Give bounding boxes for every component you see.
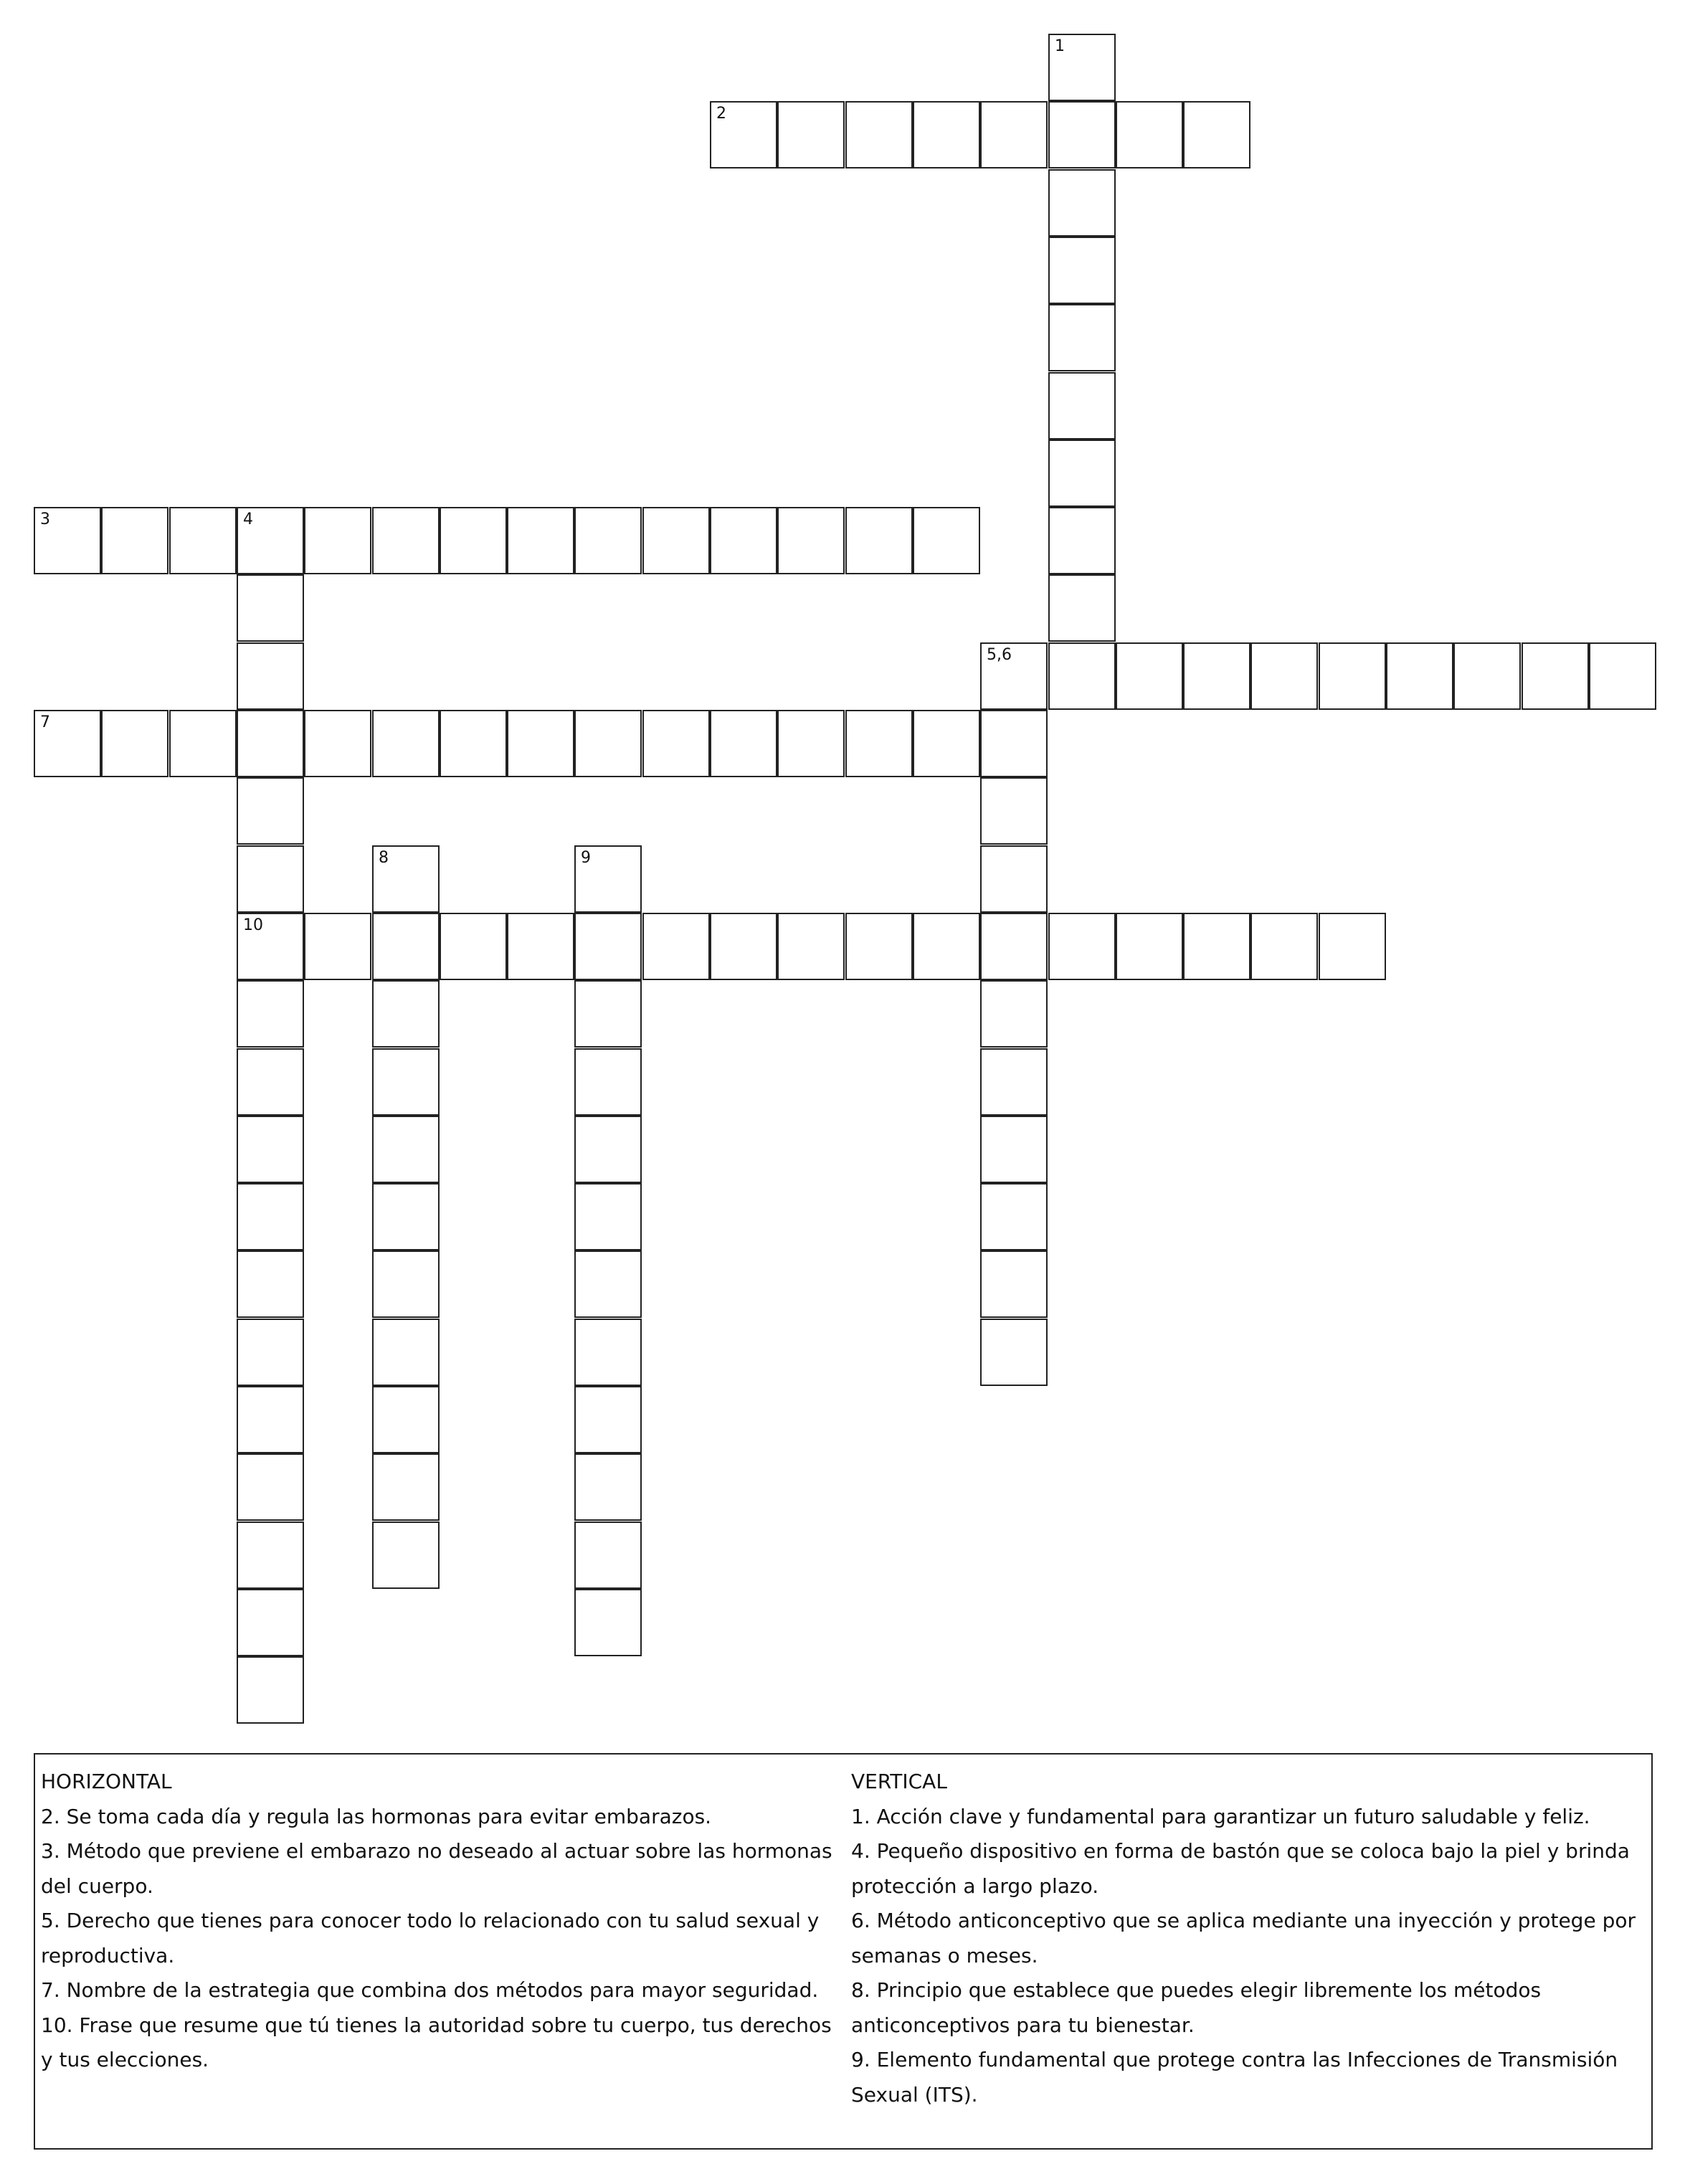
grid-cell[interactable]	[1048, 372, 1116, 440]
clue-number: 8	[379, 849, 389, 867]
grid-cell[interactable]	[1183, 913, 1250, 980]
grid-cell[interactable]	[101, 507, 168, 574]
grid-cell[interactable]	[574, 1319, 642, 1386]
grid-cell[interactable]	[710, 710, 777, 777]
grid-cell[interactable]	[372, 1116, 440, 1183]
grid-cell[interactable]	[1048, 101, 1116, 168]
grid-cell[interactable]	[845, 507, 913, 574]
grid-cell[interactable]	[101, 710, 168, 777]
grid-cell[interactable]	[237, 1589, 304, 1656]
grid-cell[interactable]	[913, 507, 980, 574]
grid-cell[interactable]	[1048, 642, 1116, 710]
grid-cell[interactable]	[1048, 304, 1116, 371]
horizontal-clues	[41, 1765, 837, 2078]
grid-cell[interactable]	[1116, 642, 1183, 710]
grid-cell[interactable]	[980, 710, 1048, 777]
grid-cell[interactable]	[980, 1116, 1048, 1183]
horizontal-title: HORIZONTAL	[41, 1770, 172, 1793]
grid-cell[interactable]	[777, 913, 845, 980]
clue-number: 2	[716, 105, 726, 123]
grid-cell[interactable]	[237, 1453, 304, 1521]
clue-number: 3	[40, 511, 50, 528]
clue-number: 7	[40, 713, 50, 731]
grid-cell[interactable]	[1250, 913, 1318, 980]
grid-cell[interactable]	[372, 1319, 440, 1386]
grid-cell[interactable]	[574, 1521, 642, 1589]
grid-cell[interactable]	[1048, 574, 1116, 642]
grid-cell[interactable]	[237, 845, 304, 913]
grid-cell[interactable]	[1183, 101, 1250, 168]
grid-cell[interactable]	[440, 913, 507, 980]
grid-cell[interactable]	[304, 710, 371, 777]
grid-cell[interactable]	[1116, 913, 1183, 980]
grid-cell[interactable]	[980, 642, 1048, 710]
grid-cell[interactable]	[237, 1656, 304, 1724]
grid-cell[interactable]	[34, 507, 101, 574]
grid-cell[interactable]	[777, 507, 845, 574]
grid-cell[interactable]	[710, 507, 777, 574]
grid-cell[interactable]	[777, 101, 845, 168]
grid-cell[interactable]	[845, 913, 913, 980]
grid-cell[interactable]	[507, 710, 574, 777]
grid-cell[interactable]	[980, 1183, 1048, 1250]
grid-cell[interactable]	[304, 913, 371, 980]
grid-cell[interactable]	[1386, 642, 1453, 710]
grid-cell[interactable]	[710, 101, 777, 168]
grid-cell[interactable]	[1319, 913, 1386, 980]
grid-cell[interactable]	[980, 777, 1048, 845]
grid-cell[interactable]	[845, 710, 913, 777]
grid-cell[interactable]	[507, 507, 574, 574]
grid-cell[interactable]	[372, 845, 440, 913]
grid-cell[interactable]	[1048, 237, 1116, 304]
grid-cell[interactable]	[574, 913, 642, 980]
grid-cell[interactable]	[372, 1386, 440, 1453]
grid-cell[interactable]	[1589, 642, 1656, 710]
grid-cell[interactable]	[574, 1116, 642, 1183]
grid-cell[interactable]	[642, 913, 710, 980]
grid-cell[interactable]	[980, 980, 1048, 1048]
vertical-clues	[851, 1765, 1647, 2112]
grid-cell[interactable]	[169, 710, 237, 777]
grid-cell[interactable]	[237, 1048, 304, 1116]
vertical-clue: 8. Principio que establece que puedes elegir libremente los métodos anticonceptivos para tu bienestar.	[851, 1978, 1542, 2037]
grid-cell[interactable]	[980, 913, 1048, 980]
grid-cell[interactable]	[845, 101, 913, 168]
grid-cell[interactable]	[372, 710, 440, 777]
grid-cell[interactable]	[237, 1521, 304, 1589]
horizontal-clue: 5. Derecho que tienes para conocer todo lo relacionado con tu salud sexual y reproductiva.	[41, 1909, 820, 1967]
grid-cell[interactable]	[237, 1250, 304, 1318]
clue-number: 9	[581, 849, 591, 867]
grid-cell[interactable]	[574, 980, 642, 1048]
grid-cell[interactable]	[642, 507, 710, 574]
horizontal-clue: 3. Método que previene el embarazo no deseado al actuar sobre las hormonas del cuerpo.	[41, 1839, 832, 1898]
grid-cell[interactable]	[237, 642, 304, 710]
vertical-clue: 1. Acción clave y fundamental para garantizar un futuro saludable y feliz.	[851, 1804, 1590, 1828]
horizontal-clue: 2. Se toma cada día y regula las hormonas para evitar embarazos.	[41, 1804, 712, 1828]
grid-cell[interactable]	[913, 710, 980, 777]
grid-cell[interactable]	[372, 507, 440, 574]
grid-cell[interactable]	[237, 574, 304, 642]
vertical-clue: 6. Método anticonceptivo que se aplica mediante una inyección y protege por semanas o meses.	[851, 1909, 1636, 1967]
grid-cell[interactable]	[913, 101, 980, 168]
grid-cell[interactable]	[913, 913, 980, 980]
clue-number: 5,6	[987, 646, 1012, 664]
grid-cell[interactable]	[372, 1453, 440, 1521]
grid-cell[interactable]	[574, 507, 642, 574]
grid-cell[interactable]	[1453, 642, 1521, 710]
grid-cell[interactable]	[1048, 507, 1116, 574]
clues-box	[34, 1753, 1653, 2150]
grid-cell[interactable]	[1048, 34, 1116, 101]
vertical-clue: 9. Elemento fundamental que protege contra las Infecciones de Transmisión Sexual (ITS).	[851, 2048, 1618, 2107]
grid-cell[interactable]	[169, 507, 237, 574]
grid-cell[interactable]	[574, 1453, 642, 1521]
grid-cell[interactable]	[1048, 440, 1116, 507]
grid-cell[interactable]	[980, 1250, 1048, 1318]
grid-cell[interactable]	[237, 980, 304, 1048]
vertical-title: VERTICAL	[851, 1770, 947, 1793]
grid-cell[interactable]	[1048, 169, 1116, 237]
vertical-clue: 4. Pequeño dispositivo en forma de bastón que se coloca bajo la piel y brinda protección a largo plazo.	[851, 1839, 1630, 1898]
grid-cell[interactable]	[980, 845, 1048, 913]
grid-cell[interactable]	[372, 1048, 440, 1116]
grid-cell[interactable]	[574, 1183, 642, 1250]
grid-cell[interactable]	[372, 980, 440, 1048]
grid-cell[interactable]	[372, 1250, 440, 1318]
grid-cell[interactable]	[980, 1319, 1048, 1386]
grid-cell[interactable]	[237, 507, 304, 574]
grid-cell[interactable]	[980, 101, 1048, 168]
horizontal-clue: 7. Nombre de la estrategia que combina dos métodos para mayor seguridad.	[41, 1978, 819, 2002]
grid-cell[interactable]	[777, 710, 845, 777]
grid-cell[interactable]	[1183, 642, 1250, 710]
grid-cell[interactable]	[237, 1319, 304, 1386]
grid-cell[interactable]	[1522, 642, 1589, 710]
grid-cell[interactable]	[574, 1250, 642, 1318]
grid-cell[interactable]	[440, 710, 507, 777]
grid-cell[interactable]	[574, 710, 642, 777]
grid-cell[interactable]	[304, 507, 371, 574]
clue-number: 4	[243, 511, 253, 528]
grid-cell[interactable]	[34, 710, 101, 777]
grid-cell[interactable]	[980, 1048, 1048, 1116]
grid-cell[interactable]	[574, 1048, 642, 1116]
grid-cell[interactable]	[440, 507, 507, 574]
grid-cell[interactable]	[574, 1386, 642, 1453]
grid-cell[interactable]	[1116, 101, 1183, 168]
grid-cell[interactable]	[237, 1116, 304, 1183]
clue-number: 1	[1055, 37, 1065, 55]
grid-cell[interactable]	[237, 710, 304, 777]
grid-cell[interactable]	[237, 1386, 304, 1453]
grid-cell[interactable]	[507, 913, 574, 980]
grid-cell[interactable]	[237, 777, 304, 845]
clue-number: 10	[243, 916, 263, 934]
grid-cell[interactable]	[237, 913, 304, 980]
grid-cell[interactable]	[642, 710, 710, 777]
grid-cell[interactable]	[1319, 642, 1386, 710]
horizontal-clue: 10. Frase que resume que tú tienes la autoridad sobre tu cuerpo, tus derechos y tus elecciones.	[41, 2013, 832, 2071]
grid-cell[interactable]	[574, 1589, 642, 1656]
grid-cell[interactable]	[710, 913, 777, 980]
grid-cell[interactable]	[372, 1183, 440, 1250]
grid-cell[interactable]	[574, 845, 642, 913]
grid-cell[interactable]	[372, 913, 440, 980]
grid-cell[interactable]	[1048, 913, 1116, 980]
grid-cell[interactable]	[372, 1521, 440, 1589]
grid-cell[interactable]	[237, 1183, 304, 1250]
grid-cell[interactable]	[1250, 642, 1318, 710]
